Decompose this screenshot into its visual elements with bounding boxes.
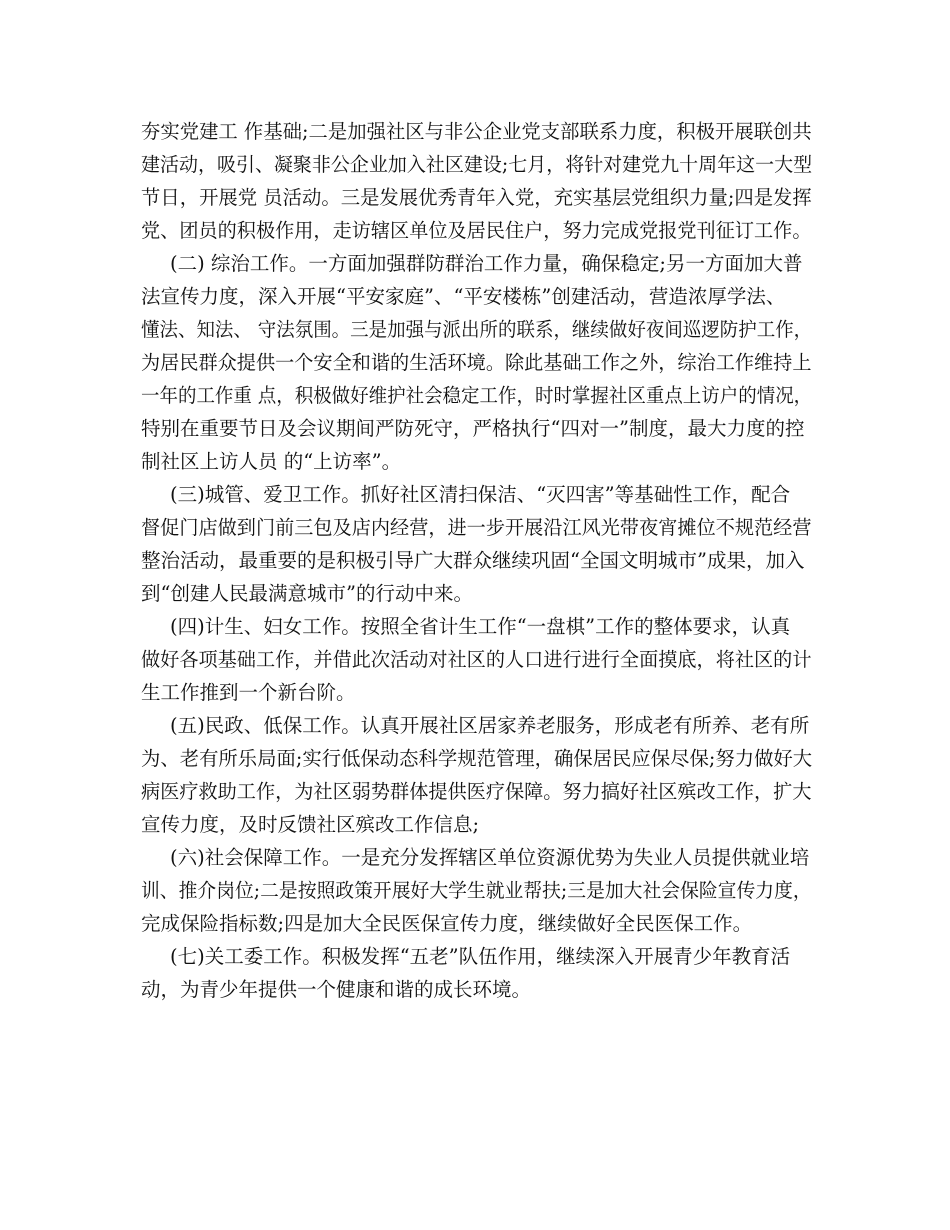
text-line: 法宣传力度，深入开展“平安家庭”、“平安楼栋”创建活动，营造浓厚学法、: [141, 285, 786, 308]
text-line: 制社区上访人员 的“上访率”。: [141, 450, 402, 473]
text-line: 到“创建人民最满意城市”的行动中来。: [141, 582, 473, 605]
paragraph-start: (六)社会保障工作。一是充分发挥辖区单位资源优势为失业人员提供就业培: [170, 846, 810, 869]
text-line: 生工作推到一个新台阶。: [141, 681, 356, 704]
text-line: 整治活动，最重要的是积极引导广大群众继续巩固“全国文明城市”成果，加入: [141, 549, 805, 572]
paragraph-start: (五)民政、低保工作。认真开展社区居家养老服务，形成老有所养、老有所: [170, 714, 810, 737]
text-line: 做好各项基础工作，并借此次活动对社区的人口进行进行全面摸底，将社区的计: [141, 648, 812, 671]
text-line: 病医疗救助工作，为社区弱势群体提供医疗保障。努力搞好社区殡改工作，扩大: [141, 780, 812, 803]
paragraph-start: (四)计生、妇女工作。按照全省计生工作“一盘棋”工作的整体要求，认真: [170, 615, 791, 638]
paragraph-start: (二) 综治工作。一方面加强群防群治工作力量，确保稳定;另一方面加大普: [170, 252, 803, 275]
text-line: 一年的工作重 点，积极做好维护社会稳定工作，时时掌握社区重点上访户的情况，: [141, 384, 813, 407]
text-line: 党、团员的积极作用，走访辖区单位及居民住户，努力完成党报党刊征订工作。: [141, 219, 812, 242]
text-line: 完成保险指标数;四是加大全民医保宣传力度，继续做好全民医保工作。: [141, 912, 753, 935]
text-line: 建活动，吸引、凝聚非公企业加入社区建设;七月，将针对建党九十周年这一大型: [141, 153, 813, 176]
text-line: 为居民群众提供一个安全和谐的生活环境。除此基础工作之外，综治工作维持上: [141, 351, 812, 374]
text-line: 特别在重要节日及会议期间严防死守，严格执行“四对一”制度，最大力度的控: [141, 417, 805, 440]
paragraph-start: (七)关工委工作。积极发挥“五老”队伍作用，继续深入开展青少年教育活: [170, 945, 791, 968]
text-line: 动，为青少年提供一个健康和谐的成长环境。: [141, 978, 532, 1001]
text-line: 督促门店做到门前三包及店内经营，进一步开展沿江风光带夜宵摊位不规范经营: [141, 516, 812, 539]
text-line: 懂法、知法、 守法氛围。三是加强与派出所的联系，继续做好夜间巡逻防护工作，: [141, 318, 813, 341]
text-line: 节日，开展党 员活动。三是发展优秀青年入党，充实基层党组织力量;四是发挥: [141, 186, 812, 209]
text-line: 夯实党建工 作基础;二是加强社区与非公企业党支部联系力度，积极开展联创共: [141, 120, 812, 143]
paragraph-start: (三)城管、爱卫工作。抓好社区清扫保洁、“灭四害”等基础性工作，配合: [170, 483, 791, 506]
text-line: 宣传力度，及时反馈社区殡改工作信息;: [141, 813, 480, 836]
text-line: 训、推介岗位;二是按照政策开展好大学生就业帮扶;三是加大社会保险宣传力度，: [141, 879, 812, 902]
text-line: 为、老有所乐局面;实行低保动态科学规范管理，确保居民应保尽保;努力做好大: [141, 747, 813, 770]
